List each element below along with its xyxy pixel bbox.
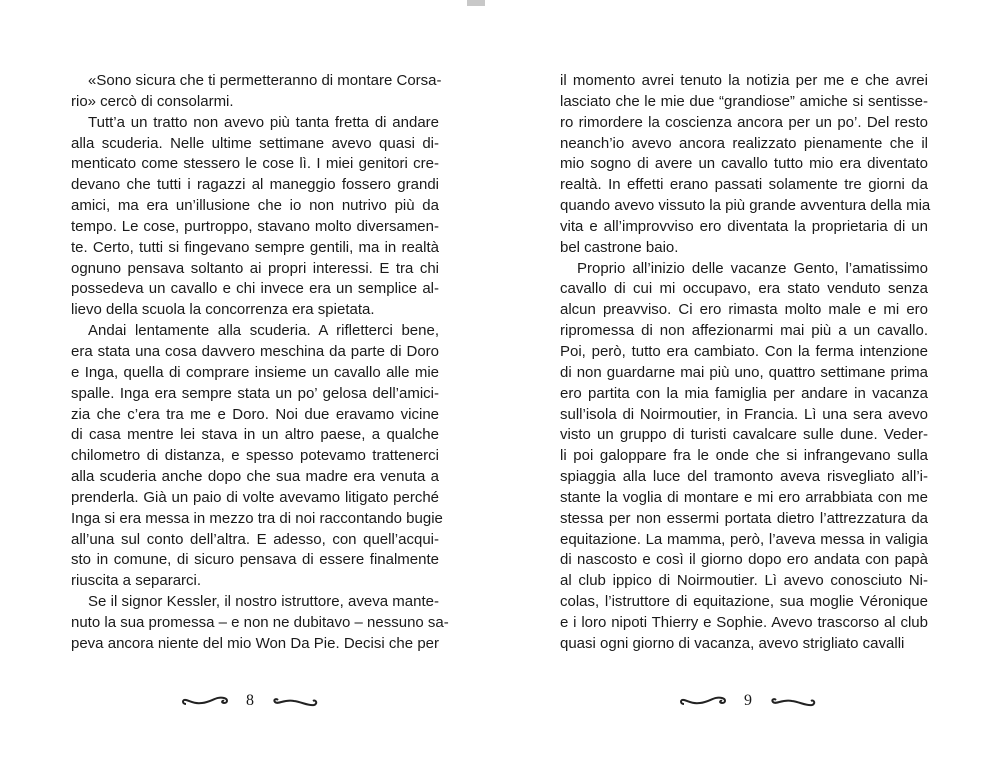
text-line: di non guardarne mai più uno, quattro settimane prima — [560, 363, 928, 381]
text-line: ro rimordere la coscienza ancora per un po’. Del resto — [560, 113, 928, 131]
text-line: ripromessa di non affezionarmi mai più a un cavallo. — [560, 322, 928, 340]
text-line: bel castrone baio. — [560, 238, 679, 256]
text-line: li poi galoppare fra le onde che si infrangevano sulla — [560, 447, 928, 465]
text-line: riuscita a separarci. — [71, 572, 202, 590]
text-line: Proprio all’inizio delle vacanze Gento, l’amatissimo — [577, 259, 928, 277]
text-line: amici, ma era un’illusione che io non nutrivo più da — [71, 197, 439, 215]
text-line: lievo della scuola la concorrenza era spietata. — [71, 301, 375, 319]
page-number: 9 — [744, 692, 752, 709]
right-page-footer — [648, 692, 848, 710]
flourish-right-icon — [760, 693, 818, 709]
text-line: era stata una cosa davvero meschina da parte di Doro — [71, 342, 439, 360]
flourish-right-icon — [262, 693, 320, 709]
text-line: sto in comune, di sicuro pensava di essere finalmente — [71, 551, 439, 569]
text-line: lasciato che le mie due “grandiose” amiche si sentisse- — [560, 92, 928, 110]
text-line: Poi, però, tutto era cambiato. Con la ferma intenzione — [560, 342, 928, 360]
text-line: menticato come stessero le cose lì. I miei genitori cre- — [71, 155, 439, 173]
text-line: spiaggia alla luce del tramonto aveva risvegliato all’i- — [560, 468, 928, 486]
text-line: stante la voglia di montare e mi ero arrabbiata con me — [560, 488, 928, 506]
text-line: nuto la sua promessa – e non ne dubitavo – nessuno sa- — [71, 613, 449, 631]
paragraph — [71, 321, 443, 592]
text-line: quando avevo vissuto la più grande avventura della mia — [560, 197, 931, 215]
text-line: zia che c’era tra me e Doro. Noi due eravamo vicine — [71, 405, 439, 423]
text-line: di nascosto e così il giorno dopo ero andata con papà — [560, 551, 928, 569]
text-line: Inga si era messa in mezzo tra di noi raccontando bugie — [71, 509, 443, 527]
text-line: neanch’io avevo ancora realizzato pienamente che il — [560, 134, 928, 152]
text-line: rio» cercò di consolarmi. — [71, 92, 234, 110]
binding-mark — [467, 0, 485, 6]
text-line: devano che tutti i ragazzi al maneggio fossero grandi — [71, 176, 439, 194]
paragraph — [560, 71, 931, 259]
text-line: Se il signor Kessler, il nostro istruttore, aveva mante- — [88, 593, 439, 611]
text-line: realtà. In effetti erano passati solamente tre giorni da — [560, 176, 928, 194]
text-line: alla scuderia anche dopo che sua madre era venuta a — [71, 468, 439, 486]
text-line: Tutt’a un tratto non avevo più tanta fretta di andare — [88, 113, 439, 131]
text-line: possedeva un cavallo e chi invece era un semplice al- — [71, 280, 439, 298]
text-line: Andai lentamente alla scuderia. A rifletterci bene, — [88, 322, 439, 340]
text-line: vita e all’improvviso ero diventata la proprietaria di un — [560, 217, 928, 235]
text-line: «Sono sicura che ti permetteranno di montare Corsa- — [88, 72, 442, 89]
right-page-text — [560, 71, 931, 655]
text-line: all’una sul conto dell’altra. E adesso, con quell’acqui- — [71, 530, 439, 548]
text-line: di casa mentre lei stava in un altro paese, a qualche — [71, 426, 439, 444]
text-line: equitazione. La mamma, però, l’aveva messa in valigia — [560, 530, 928, 548]
text-line: mio sogno di avere un cavallo tutto mio era diventato — [560, 155, 928, 173]
text-line: sull’isola di Noirmoutier, in Francia. Lì una sera avevo — [560, 405, 928, 423]
text-line: cavallo di cui mi occupavo, era stato venduto senza — [560, 280, 928, 298]
paragraph — [560, 259, 928, 655]
text-line: te. Certo, tutti si fingevano sempre gentili, ma in realtà — [71, 238, 439, 256]
text-line: chilometro di distanza, e spesso potevamo trattenerci — [71, 447, 439, 465]
text-line: stessa per non essermi portata dietro l’attrezzatura da — [560, 509, 928, 527]
flourish-left-icon — [180, 693, 238, 709]
text-line: colas, l’istruttore di equitazione, sua moglie Véronique — [560, 593, 928, 611]
text-line: tempo. Le cose, purtroppo, stavano molto diversamen- — [71, 217, 439, 235]
text-line: quasi ogni giorno di vacanza, avevo strigliato cavalli — [560, 634, 905, 652]
paragraph — [71, 113, 439, 321]
text-line: al club ippico di Noirmoutier. Lì avevo conosciuto Ni- — [560, 572, 928, 590]
text-line: e Inga, quella di comprare insieme un cavallo alle mie — [71, 363, 439, 381]
text-line: spalle. Inga era sempre stata un po’ gelosa dell’amici- — [71, 384, 439, 402]
paragraph — [71, 592, 449, 655]
flourish-left-icon — [678, 693, 736, 709]
text-line: alla scuderia. Nelle ultime settimane avevo quasi di- — [71, 134, 439, 152]
text-line: ognuno pensava soltanto ai propri interessi. E tra chi — [71, 259, 439, 277]
text-line: e i loro nipoti Thierry e Sophie. Avevo trascorso al club — [560, 613, 928, 631]
left-page-footer — [150, 692, 350, 710]
paragraph — [71, 71, 442, 113]
page-number: 8 — [246, 692, 254, 709]
text-line: prenderla. Già un paio di volte avevamo litigato perché — [71, 488, 439, 506]
left-page-text — [71, 71, 449, 655]
text-line: il momento avrei tenuto la notizia per me e che avrei — [560, 72, 928, 89]
text-line: visto un gruppo di turisti cavalcare sulle dune. Veder- — [560, 426, 928, 444]
text-line: peva ancora niente del mio Won Da Pie. Decisi che per — [71, 634, 439, 652]
text-line: alcun preavviso. Ci ero rimasta molto male e mi ero — [560, 301, 928, 319]
text-line: ero partita con la mia famiglia per andare in vacanza — [560, 384, 928, 402]
